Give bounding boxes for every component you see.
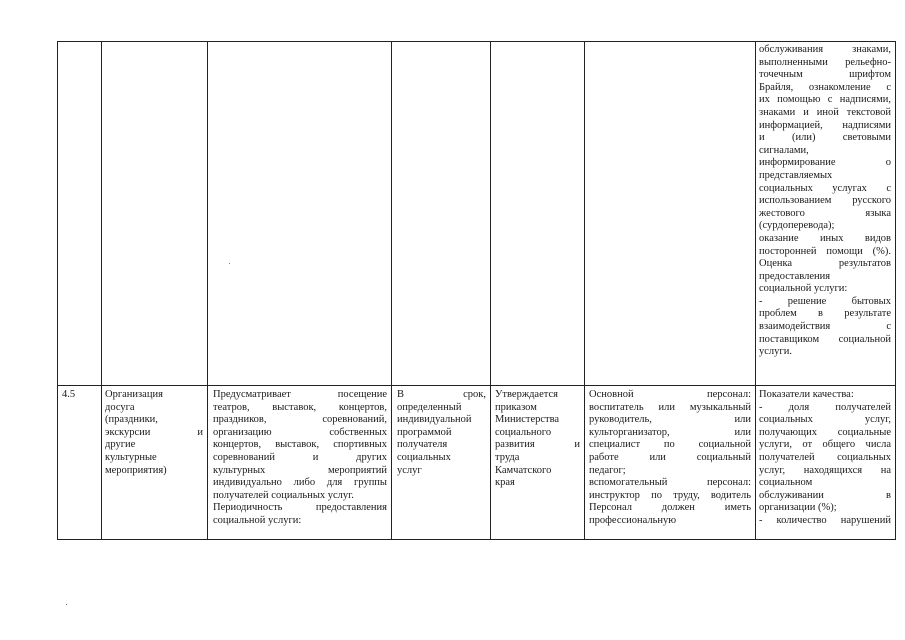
text-line: Министерства [495,414,560,426]
text-line: услуг [397,464,422,476]
text-line: выполненными рельефно- [759,56,891,68]
row-number: 4.5 [62,389,76,400]
service-description-text [213,389,387,528]
col-border-2 [207,41,208,540]
text-line: экскурсии и [105,426,203,438]
text-line: организацию собственных [213,426,387,438]
text-line: социальной услуги: [759,283,848,295]
text-line: В срок, [397,389,486,400]
text-line: программой [397,426,452,438]
service-name-text [105,389,203,477]
text-line: сигналами, [759,144,809,156]
service-personnel-cell [589,389,751,528]
service-term-cell [397,389,486,477]
text-line: Камчатского [495,464,552,476]
text-line: - решение бытовых [759,295,891,307]
text-line: вспомогательный персонал: [589,477,751,489]
text-line: Организация [105,389,163,400]
prev-row-quality-text [759,44,891,359]
table-bottom-border [57,539,896,540]
service-term-text [397,389,486,477]
text-line: Предусматривает посещение [213,389,387,400]
col-border-5 [584,41,585,540]
text-line: проблем в результате [759,308,891,320]
text-line: социальных услуг, [759,414,891,426]
text-line: (сурдоперевода); [759,220,835,232]
text-line: получателя [397,439,448,451]
text-line: индивидуальной [397,414,472,426]
text-line: получателей социальных [759,451,891,463]
text-line: социальных услугах с [759,182,891,194]
text-line: Периодичность предоставления [213,502,387,514]
text-line: руководитель, или [589,414,751,426]
text-line: взаимодействия с [759,321,891,333]
text-line: (праздники, [105,414,158,426]
text-line: труда [495,451,520,463]
text-line: услуги. [759,346,792,358]
text-line: социального [495,426,552,438]
text-line: услуги, от общего числа [759,439,891,451]
text-line: Показатели качества: [759,389,854,400]
text-line: Оценка результатов [759,258,891,270]
text-line: представляемых [759,169,833,181]
text-line: и (или) световыми [759,132,891,144]
text-line: инструктор по труду, водитель [589,489,751,501]
text-line: информацией, надписями [759,119,891,131]
col-border-0 [57,41,58,540]
text-line: культорганизатор, или [589,426,751,438]
text-line: посторонней помощи (%). [759,245,891,257]
service-quality-text [759,389,891,528]
text-line: Основной персонал: [589,389,751,400]
text-line: социальной услуги: [213,514,302,526]
text-line: организации (%); [759,502,837,514]
text-line: развития и [495,439,580,451]
service-description-cell [213,389,387,528]
text-line: получающих социальные [759,426,891,438]
service-quality-cell [759,389,891,528]
service-tariff-text [495,389,580,490]
text-line: знаками и иной текстовой [759,106,891,118]
text-line: Брайля, ознакомление с [759,81,891,93]
prev-row-quality-cell [759,44,891,359]
text-line: предоставления [759,270,831,282]
text-line: театров, выставок, концертов, [213,401,387,413]
service-tariff-cell [495,389,580,490]
row-divider [57,385,896,386]
text-line: жестового языка [759,207,891,219]
text-line: досуга [105,401,135,413]
text-line: определенный [397,401,462,413]
col-border-3 [391,41,392,540]
text-line: - доля получателей [759,401,891,413]
col-border-7 [895,41,896,540]
text-line: воспитатель или музыкальный [589,401,751,413]
text-line: специалист по социальной [589,439,751,451]
text-line: индивидуально либо для группы [213,477,387,489]
text-line: приказом [495,401,537,413]
service-name-cell [105,389,203,477]
text-line: Персонал должен иметь [589,502,751,514]
text-line: праздников, соревнований, [213,414,387,426]
text-line: услуг, находящихся на [759,464,891,476]
text-line: другие [105,439,136,451]
text-line: социальном [759,477,813,489]
row-number-cell [62,389,98,402]
text-line: информирование о [759,157,891,169]
text-line: получателей социальных услуг. [213,489,354,501]
text-line: их помощью с надписями, [759,94,891,106]
text-line: использованием русского [759,195,891,207]
text-line: педагог; [589,464,626,476]
table-top-border [57,41,896,42]
col-border-1 [101,41,102,540]
text-line: мероприятия) [105,464,167,476]
text-line: точечным шрифтом [759,69,891,81]
text-line: профессиональную [589,514,677,526]
text-line: культурных мероприятий [213,464,387,476]
text-line: Утверждается [495,389,558,400]
text-line: социальных [397,451,451,463]
scan-speck [229,263,230,264]
text-line: обслуживания знаками, [759,44,891,55]
text-line: соревнований и других [213,451,387,463]
col-border-4 [490,41,491,540]
text-line: края [495,477,515,489]
text-line: - количество нарушений [759,514,891,526]
scan-speck [66,604,67,605]
text-line: поставщиком социальной [759,333,891,345]
service-personnel-text [589,389,751,528]
text-line: оказание иных видов [759,232,891,244]
col-border-6 [755,41,756,540]
text-line: обслуживании в [759,489,891,501]
text-line: культурные [105,451,157,463]
text-line: работе или социальный [589,451,751,463]
text-line: концертов, выставок, спортивных [213,439,387,451]
